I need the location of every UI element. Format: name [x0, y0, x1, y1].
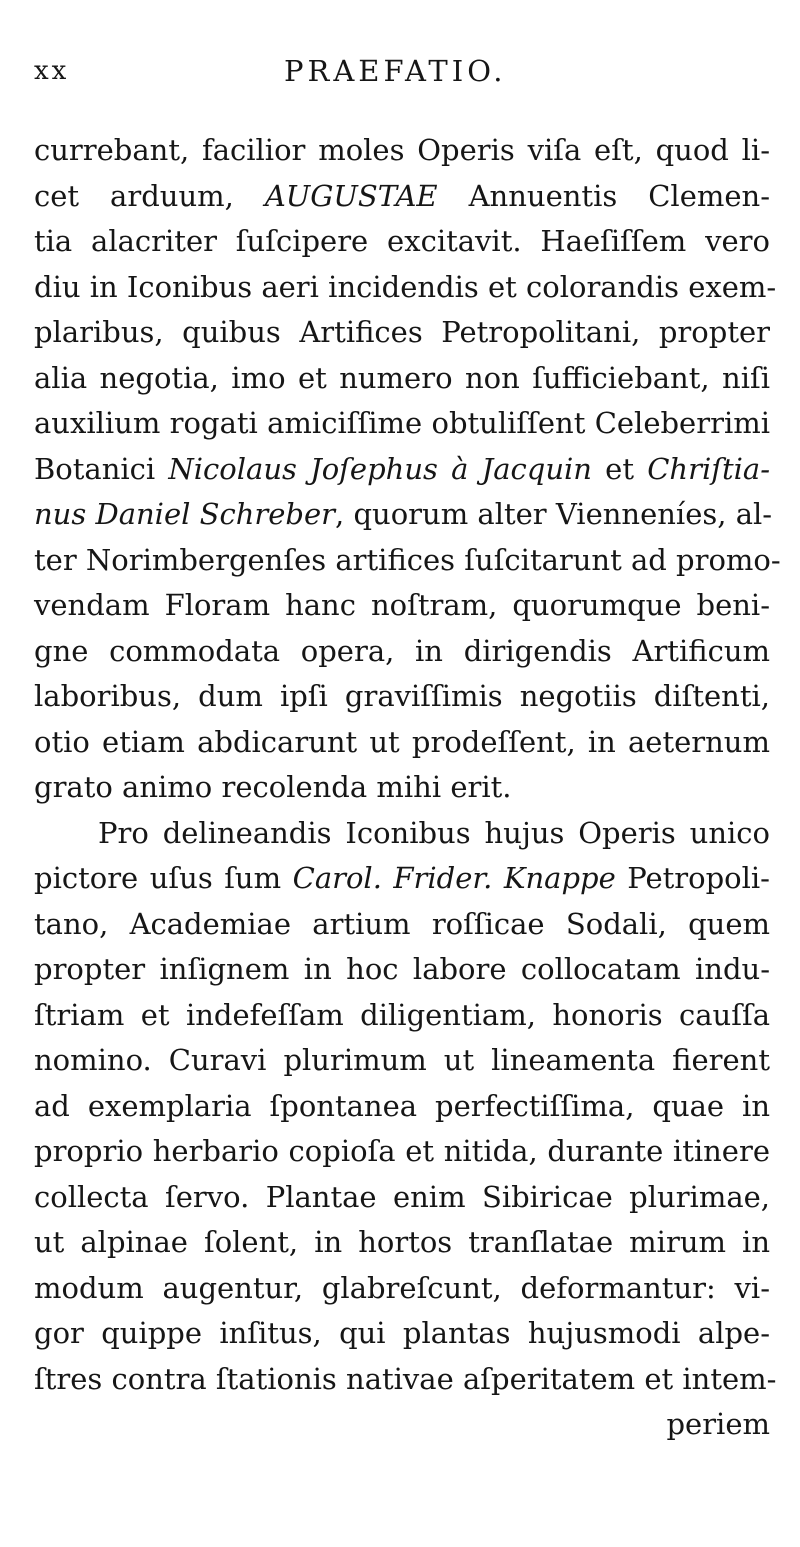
- text-run: Botanici: [34, 451, 169, 486]
- text-line: [34, 1084, 770, 1130]
- text-run: , quorum alter Vienneníes, al-: [335, 497, 773, 531]
- text-run: Pro delineandis Iconibus hujus Operis unico: [98, 815, 770, 850]
- text-line: [34, 356, 770, 402]
- text-line: [34, 1220, 770, 1266]
- text-line: [34, 720, 770, 766]
- italic-run: AUGUSTAE: [264, 178, 438, 213]
- text-run: gor quippe inſitus, qui plantas hujusmodi alpe-: [34, 1316, 770, 1350]
- text-run: grato animo recolenda mihi erit.: [34, 770, 512, 804]
- text-line: [34, 856, 770, 902]
- text-run: plaribus, quibus Artifices Petropolitani, propter: [34, 315, 770, 349]
- text-run: et: [591, 451, 648, 486]
- text-run: tano, Academiae artium roſſicae Sodali, quem: [34, 906, 770, 941]
- italic-run: Chriſtia-: [647, 451, 770, 486]
- text-line: [34, 583, 770, 629]
- text-run: alia negotia, imo et numero non ſufficiebant, niſi: [34, 360, 770, 395]
- text-run: propter inſignem in hoc labore collocatam indu-: [34, 952, 770, 986]
- text-line: [34, 492, 773, 538]
- text-run: cet arduum,: [34, 178, 265, 213]
- page-number: xx: [34, 56, 70, 86]
- text-line: [34, 401, 770, 447]
- text-run: gne commodata opera, in dirigendis Artificum: [34, 633, 770, 668]
- text-run: pictore uſus ſum: [34, 861, 293, 895]
- text-line: [34, 219, 770, 265]
- text-run: Petropoli-: [615, 861, 770, 895]
- text-line: [34, 128, 770, 174]
- text-line: [34, 174, 770, 220]
- text-run: ter Norimbergenſes artifices ſuſcitarunt ad promo-: [34, 542, 781, 577]
- text-line: [34, 902, 770, 948]
- text-run: diu in Iconibus aeri incidendis et colorandis exem-: [34, 269, 777, 304]
- text-line: [34, 1129, 770, 1175]
- text-line: [34, 1266, 770, 1312]
- text-run: ut alpinae ſolent, in hortos tranſlatae mirum in: [34, 1225, 770, 1259]
- italic-run: Nicolaus Joſephus à Jacquin: [168, 451, 592, 486]
- catchword: [34, 1402, 770, 1448]
- running-title: PRAEFATIO.: [284, 54, 507, 88]
- body-text: [34, 128, 781, 1448]
- text-run: ſtriam et indefeſſam diligentiam, honoris cauſſa: [34, 997, 770, 1032]
- text-run: ſtres contra ſtationis nativae aſperitatem et intem-: [34, 1361, 777, 1396]
- text-run: laboribus, dum ipſi graviſſimis negotiis diſtenti,: [34, 679, 770, 713]
- paragraph-start-line: [34, 811, 770, 857]
- text-line: [34, 1175, 770, 1221]
- text-run: auxilium rogati amiciſſime obtuliſſent Celeberrimi: [34, 406, 770, 440]
- text-line: [34, 1311, 770, 1357]
- text-line: [34, 629, 770, 675]
- text-line: [34, 447, 770, 493]
- text-line: [34, 1038, 770, 1084]
- text-run: modum augentur, glabreſcunt, deformantur: vi-: [34, 1270, 770, 1305]
- text-run: periem: [666, 1407, 770, 1441]
- text-run: currebant, facilior moles Operis viſa eſt, quod li-: [34, 133, 770, 167]
- paragraph-end-line: [34, 765, 770, 811]
- text-run: ad exemplaria ſpontanea perfectiſſima, quae in: [34, 1088, 770, 1123]
- text-run: collecta ſervo. Plantae enim Sibiricae plurimae,: [34, 1179, 770, 1214]
- text-run: vendam Floram hanc noſtram, quorumque beni-: [34, 588, 770, 622]
- text-line: [34, 538, 781, 584]
- text-line: [34, 310, 770, 356]
- text-line: [34, 993, 770, 1039]
- text-line: [34, 947, 770, 993]
- italic-run: Carol. Frider. Knappe: [292, 861, 616, 895]
- italic-run: nus Daniel Schreber: [34, 497, 336, 531]
- text-line: [34, 265, 777, 311]
- text-run: otio etiam abdicarunt ut prodeſſent, in aeternum: [34, 724, 770, 759]
- text-run: nomino. Curavi plurimum ut lineamenta fierent: [34, 1043, 770, 1077]
- text-run: tia alacriter ſuſcipere excitavit. Haeſiſſem vero: [34, 224, 770, 258]
- text-line: [34, 674, 770, 720]
- text-run: Annuentis Clemen-: [437, 178, 770, 213]
- text-line: [34, 1357, 777, 1403]
- text-run: proprio herbario copioſa et nitida, durante itinere: [34, 1134, 770, 1168]
